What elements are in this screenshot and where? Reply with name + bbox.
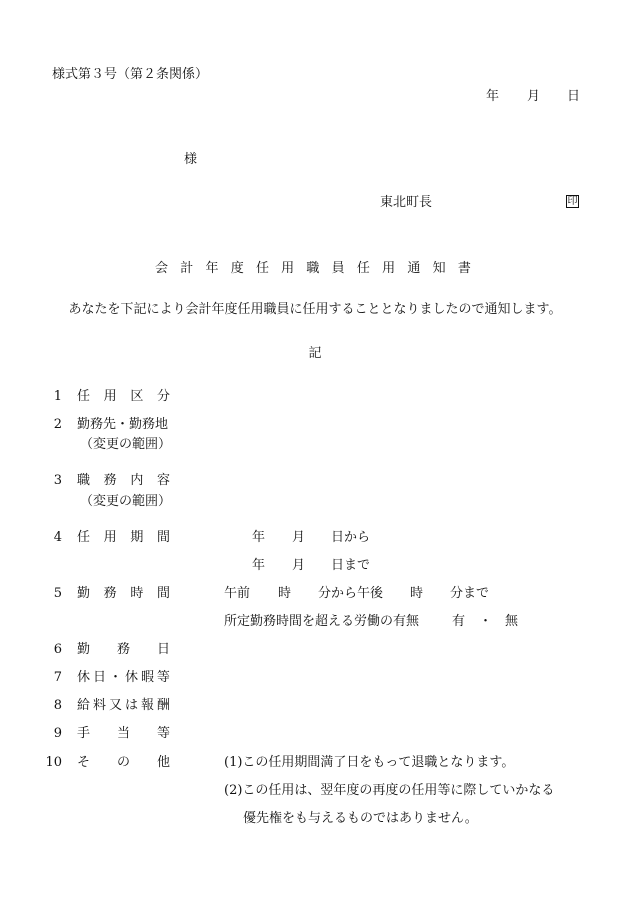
item-number: 2 [53,417,62,432]
overtime-label: 所定勤務時間を超える労働の有無 [224,614,420,629]
item-label-working-hours [77,587,170,600]
title-char: 用 [281,261,295,276]
title-char: 計 [180,261,194,276]
label-char: 容 [156,473,170,488]
period-from-month: 月 [292,530,306,545]
label-char: 務 [103,473,117,488]
label-char: 休 [77,670,91,685]
hours-minute-from-pm: 分から午後 [318,586,384,601]
item-number: 3 [53,473,62,488]
title-char: 通 [407,261,421,276]
overtime-no: 無 [505,614,519,629]
item-sublabel-scope-of-change: （変更の範囲） [80,437,172,452]
label-char: 務 [103,586,117,601]
item-number: 5 [53,586,62,601]
label-char: 時 [130,586,144,601]
label-char: 任 [77,530,91,545]
date-day: 日 [567,89,581,104]
label-char: 内 [130,473,144,488]
label-char: 用 [103,389,117,404]
item-sublabel-scope-of-change: （変更の範囲） [80,494,172,509]
other-note-1: (1)この任用期間満了日をもって退職となります。 [224,755,515,770]
label-char: の [116,755,130,770]
title-char: 任 [255,261,269,276]
label-char: 間 [156,530,170,545]
label-char: 分 [156,389,170,404]
hours-hour-1: 時 [278,586,292,601]
item-number: 6 [53,642,62,657]
item-number: 7 [53,670,62,685]
label-char: 等 [156,670,170,685]
form-number: 様式第３号（第２条関係） [52,67,209,82]
item-label-workplace: 勤務先・勤務地 [77,417,169,432]
label-char: 職 [77,473,91,488]
item-number: 1 [53,389,62,404]
title-char: 用 [382,261,396,276]
title-char: 職 [306,261,320,276]
title-char: 任 [356,261,370,276]
label-char: 暇 [140,670,154,685]
label-char: そ [77,755,91,770]
label-char: 報 [140,698,154,713]
label-char: 他 [156,755,170,770]
seal-mark: 印 [567,196,578,207]
label-char: 料 [92,698,106,713]
label-char: 用 [103,530,117,545]
overtime-separator: ・ [479,614,493,629]
label-char: 給 [77,698,91,713]
title-char: 度 [230,261,244,276]
period-to-year: 年 [252,558,266,573]
label-char: 区 [130,389,144,404]
label-char: 間 [156,586,170,601]
period-to-month: 月 [292,558,306,573]
section-heading: 記 [308,346,322,361]
addressee-honorific: 様 [184,152,198,167]
label-char: 酬 [156,698,170,713]
label-char: 勤 [77,642,91,657]
label-char: 休 [124,670,138,685]
item-number: 4 [53,530,62,545]
label-char: 期 [130,530,144,545]
item-label-holidays-leave [77,671,170,684]
item-number: 10 [45,755,62,770]
label-char: 等 [156,726,170,741]
title-char: 会 [155,261,169,276]
item-label-allowances [77,727,170,740]
period-from-day: 日から [331,530,371,545]
title-char: 知 [432,261,446,276]
label-char: 任 [77,389,91,404]
other-note-2-cont: 優先権をも与えるものではありません。 [243,811,478,826]
label-char: ・ [108,670,122,685]
item-label-other [77,756,170,769]
item-label-working-days [77,643,170,656]
label-char: 当 [116,726,130,741]
label-char: は [124,698,138,713]
intro-text: あなたを下記により会計年度任用職員に任用することとなりましたので通知します。 [68,302,562,317]
period-to-day: 日まで [331,558,371,573]
item-label-duties [77,474,170,487]
title-char: 書 [457,261,471,276]
label-char: 勤 [77,586,91,601]
other-note-2: (2)この任用は、翌年度の再度の任用等に際していかなる [224,783,555,798]
item-label-appointment-category [77,390,170,403]
label-char: 又 [108,698,122,713]
label-char: 日 [92,670,106,685]
item-label-salary-remuneration [77,699,170,712]
item-label-appointment-period [77,531,170,544]
title-char: 年 [205,261,219,276]
hours-hour-2: 時 [410,586,424,601]
label-char: 手 [77,726,91,741]
hours-am: 午前 [224,586,251,601]
item-number: 9 [53,726,62,741]
issuer-name: 東北町長 [380,195,433,210]
overtime-yes: 有 [452,614,466,629]
date-month: 月 [527,89,541,104]
document-title [155,262,471,275]
date-year: 年 [486,89,500,104]
period-from-year: 年 [252,530,266,545]
item-number: 8 [53,698,62,713]
label-char: 務 [116,642,130,657]
hours-minute-until: 分まで [450,586,490,601]
title-char: 員 [331,261,345,276]
label-char: 日 [156,642,170,657]
